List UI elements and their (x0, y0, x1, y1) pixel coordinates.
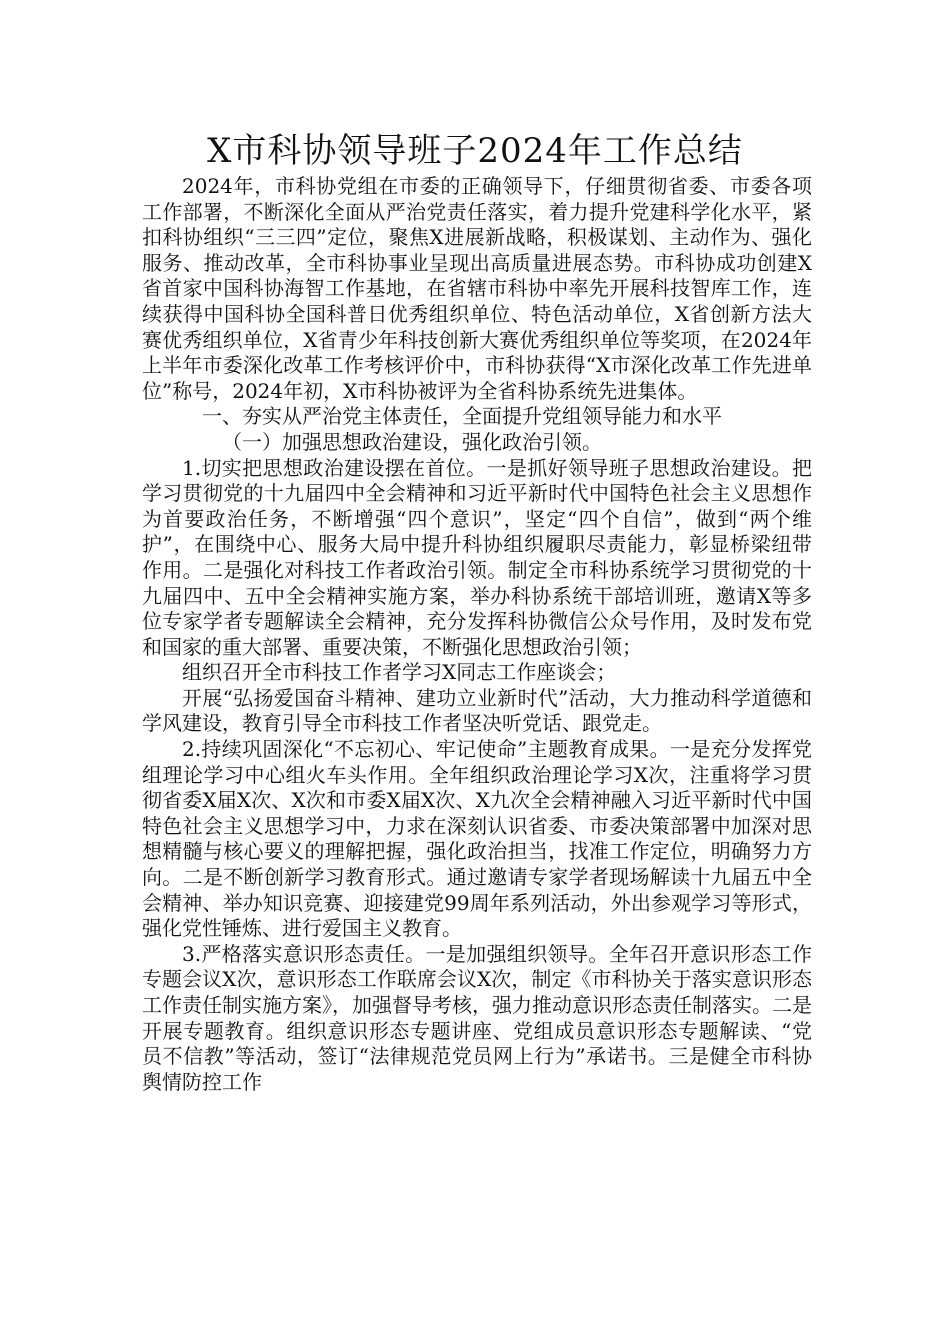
item-paragraph-1-continued-a: 组织召开全市科技工作者学习X同志工作座谈会； (182, 660, 617, 685)
section-heading-1: 一、夯实从严治党主体责任，全面提升党组领导能力和水平 (202, 404, 722, 429)
item-paragraph-1: 1.切实把思想政治建设摆在首位。一是抓好领导班子思想政治建设。把学习贯彻党的十九届四中全会精神和习近平新时代中国特色社会主义思想作为首要政治任务，不断增强“四个意识”，坚定“四个自信”，做到“两个维护”，在围绕中心、服务大局中提升科协组织履职尽责能力，彰显桥梁纽带作用。二是强化对科技工作者政治引领。制定全市科协系统学习贯彻党的十九届四中、五中全会精神实施方案，举办科协系统干部培训班，邀请X等多位专家学者专题解读全会精神，充分发挥科协微信公众号作用，及时发布党和国家的重大部署、重要决策，不断强化思想政治引领； (142, 455, 812, 659)
document-title: X市科协领导班子2024年工作总结 (207, 131, 743, 171)
item-paragraph-3: 3.严格落实意识形态责任。一是加强组织领导。全年召开意识形态工作专题会议X次，意识形态工作联席会议X次，制定《市科协关于落实意识形态工作责任制实施方案》，加强督导考核，强力推动意识形态责任制落实。二是开展专题教育。组织意识形态专题讲座、党组成员意识形态专题解读、“党员不信教”等活动，签订“法律规范党员网上行为”承诺书。三是健全市科协舆情防控工作 (142, 941, 812, 1094)
intro-paragraph: 2024年，市科协党组在市委的正确领导下，仔细贯彻省委、市委各项工作部署，不断深化全面从严治党责任落实，着力提升党建科学化水平，紧扣科协组织“三三四”定位，聚焦X进展新战略，积极谋划、主动作为、强化服务、推动改革，全市科协事业呈现出高质量进展态势。市科协成功创建X省首家中国科协海智工作基地，在省辖市科协中率先开展科技智库工作，连续获得中国科协全国科普日优秀组织单位、特色活动单位，X省创新方法大赛优秀组织单位，X省青少年科技创新大赛优秀组织单位等奖项，在2024年上半年市委深化改革工作考核评价中，市科协获得“X市深化改革工作先进单位”称号，2024年初，X市科协被评为全省科协系统先进集体。 (142, 174, 812, 403)
document-body (142, 174, 812, 1095)
item-paragraph-1-continued-b: 开展“弘扬爱国奋斗精神、建功立业新时代”活动，大力推动科学道德和学风建设，教育引导全市科技工作者坚决听党话、跟党走。 (142, 685, 812, 736)
subsection-heading-1: （一）加强思想政治建设，强化政治引领。 (222, 429, 602, 454)
item-paragraph-2: 2.持续巩固深化“不忘初心、牢记使命”主题教育成果。一是充分发挥党组理论学习中心组火车头作用。全年组织政治理论学习X次，注重将学习贯彻省委X届X次、X次和市委X届X次、X九次全会精神融入习近平新时代中国特色社会主义思想学习中，力求在深刻认识省委、市委决策部署中加深对思想精髓与核心要义的理解把握，强化政治担当，找准工作定位，明确努力方向。二是不断创新学习教育形式。通过邀请专家学者现场解读十九届五中全会精神、举办知识竞赛、迎接建党99周年系列活动，外出参观学习等形式，强化党性锤炼、进行爱国主义教育。 (142, 737, 812, 941)
